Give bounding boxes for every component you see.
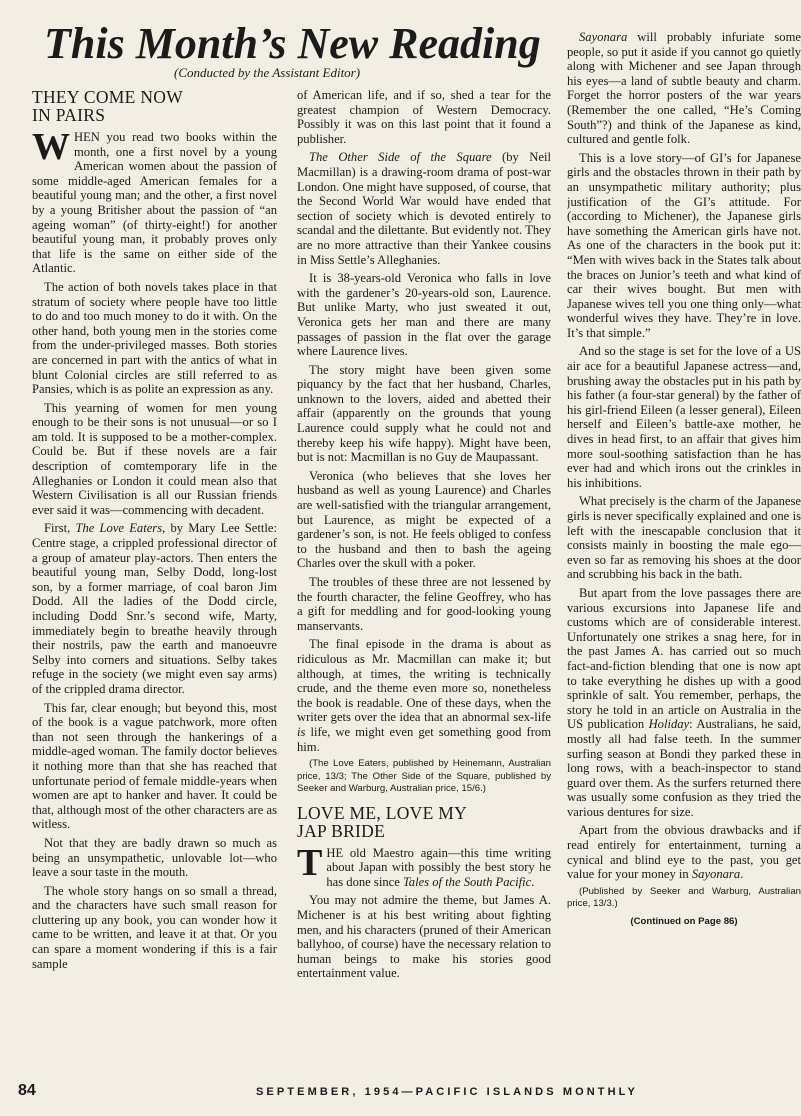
- paragraph: THE old Maestro again—this time writing about Japan with possibly the best story he has done since Tales of the South Pacific.: [297, 841, 551, 889]
- book-title: Sayonara: [691, 867, 741, 882]
- publication-note: (Published by Seeker and Warburg, Australian price, 13/3.): [567, 885, 801, 910]
- page-number: 84: [18, 1082, 36, 1099]
- book-title: The Love Eaters: [75, 521, 163, 536]
- continued-note: (Continued on Page 86): [630, 915, 738, 927]
- column-1: [32, 88, 277, 1073]
- column-2: [297, 88, 551, 1073]
- heading-line: THEY COME NOW: [32, 88, 184, 107]
- drop-cap: W: [32, 126, 70, 168]
- paragraph: The Other Side of the Square (by Neil Macmillan) is a drawing-room drama of post-war London. One might have supposed, of course, that the Second World War would have ended that section of society which is devoted entirely to scandal and the dilettante. But evidently not. They are no more attractive than their Yankee cousins in Miss Settle’s Alleghanies.: [297, 150, 551, 267]
- article-heading: [297, 804, 551, 840]
- paragraph: You may not admire the theme, but James A. Michener is at his best writing about fighting men, and his characters (pruned of their American ballyhoo, of course) have the necessary relation to human beings to make his stories good entertainment value.: [297, 893, 551, 981]
- column-3: [567, 30, 801, 1073]
- paragraph: And so the stage is set for the love of a US air ace for a beautiful Japanese actress—and, brushing away the obstacles put in his path by his father (a four-star general) by the father of his girl-friend Eileen (a lesser general), Eileen herself and Eileen’s battle-axe mother, he dives in head first, to an affair that gives him more soul-soothing satisfaction than he has ever had and which irons out the crinkles in his inhibitions.: [567, 344, 801, 490]
- publication-note: (The Love Eaters, published by Heinemann, Australian price, 13/3; The Other Side of the Square, published by Seeker and Warburg, Australian price, 15/6.): [297, 758, 551, 795]
- paragraph: WHEN you read two books within the month, one a first novel by a young American women about the passion of some middle-aged American females for a beautiful young man; and the other, a first novel by a young Britisher about the passion of “an ageing woman” (of thirty-eight!) for another beautiful young man, it probably proves only that life is the same on either side of the Atlantic.: [32, 126, 277, 276]
- paragraph: The final episode in the drama is about as ridiculous as Mr. Macmillan can make it; but although, at times, the writing is technically crude, and the theme even more so, nonetheless the book is readable. One of these days, when the writer gets over the idea that an abnormal sex-life is life, we might even get something good from him.: [297, 637, 551, 754]
- footer-text: SEPTEMBER, 1954—PACIFIC ISLANDS MONTHLY: [256, 1086, 638, 1098]
- heading-line: LOVE ME, LOVE MY: [297, 802, 468, 823]
- page-footer: [18, 1082, 801, 1106]
- heading-line: JAP BRIDE: [297, 820, 386, 841]
- paragraph: The whole story hangs on so small a thread, and the characters have such small reason for cluttering up any book, you can wonder how it came to be written, and leave it at that. Or you can spare a moment wondering if this is a fair sample: [32, 883, 277, 971]
- book-title: The Other Side of the Square: [309, 150, 492, 165]
- drop-cap: T: [297, 841, 323, 884]
- paragraph: The troubles of these three are not lessened by the fourth character, the feline Geoffrey, who has a gift for meddling and for good-looking young manservants.: [297, 575, 551, 633]
- article-heading: [32, 88, 277, 124]
- page-subtitle: (Conducted by the Assistant Editor): [174, 65, 361, 80]
- paragraph: Sayonara will probably infuriate some people, so put it aside if you cannot go quietly along with Michener and see Japan through his eyes—a land of subtle beauty and charm. Forget the horror posters of the war years (Remember the one called, “He’s Coming South”?) and think of the Japanese as kind, cultured and gentle folk.: [567, 30, 801, 147]
- paragraph: First, The Love Eaters, by Mary Lee Settle: Centre stage, a crippled professional director of a group of amateur play-actors. Then enters the beautiful young man, Selby Dodd, long-lost son, by a former marriage, of coal baron Jim Dodd. All the ladies of the Dodd circle, including Dodd Snr.’s second wife, Marty, immediately begin to breathe heavily through their nostrils, paw the earth and manoeuvre Selby into corners and situations. Selby takes refuge in the society (we might even say arms) of the crippled drama director.: [32, 521, 277, 696]
- paragraph: What precisely is the charm of the Japanese girls is never specifically explained and one is left with the inescapable conclusion that it consists mainly in boosting the male ego—even so far as removing his shoes at the door and scrubbing his back in the bath.: [567, 494, 801, 582]
- publication-title: Holiday: [648, 717, 690, 732]
- paragraph: The story might have been given some piquancy by the fact that her husband, Charles, unknown to the lovers, aided and abetted their affair (apparently on the grounds that young Laurence could supply what he could not and thereby keep his wife happy). Might have been, but is not: Macmillan is no Guy de Maupassant.: [297, 362, 551, 465]
- paragraph: of American life, and if so, shed a tear for the greatest champion of Western Democracy. Possibly it was on this last point that it found a publisher.: [297, 88, 551, 146]
- paragraph: Veronica (who believes that she loves her husband as well as young Laurence) and Charles are well-satisfied with the triangular arrangement, but Laurence, as might be expected of a gardener’s son, is not. He feels obliged to confess to the husband and then to bash the ageing Charles over the skull with a poker.: [297, 468, 551, 571]
- paragraph: The action of both novels takes place in that stratum of society where people have too little to do and too much money to do it with. On the other hand, both young men in the stories come from the under-privileged masses. Both stories are concerned in part with the antics of what in blunt Colonial circles are still referred to as Pansies, which is as polite an expression as any.: [32, 279, 277, 397]
- paragraph: Not that they are badly drawn so much as being an unsympathetic, unlovable lot—who leave a sour taste in the mouth.: [32, 835, 277, 880]
- paragraph: This far, clear enough; but beyond this, most of the book is a vague patchwork, more often than not seen through the hankerings of a middle-aged woman. The family doctor believes it nothing more than that she has reached that unfortunate period of female middle-years when women are apt to hanker and haver. It could be that, although most of the other characters are as witless.: [32, 700, 277, 832]
- paragraph: Apart from the obvious drawbacks and if read entirely for entertainment, turning a cynical and blind eye to the past, you get value for your money in Sayonara.: [567, 823, 801, 882]
- book-title: Tales of the South Pacific: [402, 874, 532, 889]
- heading-line: IN PAIRS: [32, 105, 106, 125]
- paragraph: It is 38-years-old Veronica who falls in love with the gardener’s 20-years-old son, Laurence. But unlike Marty, who just sweated it out, Veronica gets her man and there are many passages of passion in the flat over the garage where Laurence lives.: [297, 271, 551, 359]
- book-title: Sayonara: [579, 30, 628, 44]
- paragraph: This is a love story—of GI’s for Japanese girls and the obstacles thrown in their path by an unsympathetic military authority; plus justification of the GI’s attitude. For (according to Michener), the Japanese girls have something the American girls have not. As one of the characters in the book put it: “Men with wives back in the States talk about the braces on Junior’s teeth and what kind of car their wives bought. But men with Japanese wives tell you one thing only—what wonderful wives they have. They’re in love. It’s that simple.”: [567, 150, 801, 340]
- page-title: This Month’s New Reading: [44, 19, 541, 68]
- paragraph: This yearning of women for men young enough to be their sons is not unusual—or so I am told. It is supposed to be a mother-complex. Could be. But if these novels are a fair description of comtemporary life in the Alleghanies or London it could mean also that Western Civilisation is all our Russian friends ever said it was—commencing with decadent.: [32, 400, 277, 517]
- paragraph: But apart from the love passages there are various excursions into Japanese life and customs which are of considerable interest. Unfortunately one strikes a snag here, for in the past James A. has carried out so much fact-and-fiction blending that one is now apt to take everything he dishes up with a good sprinkle of salt. You remember, perhaps, the story he told in an article on Australia in the US publication Holiday: Australians, he said, mostly all had false teeth. In the summer surfing season at Bondi they parked these in long rows, with a beach-inspector to stand guard over them. As the surfers returned there was usually some confusion as they tried the various dentures for size.: [567, 585, 801, 819]
